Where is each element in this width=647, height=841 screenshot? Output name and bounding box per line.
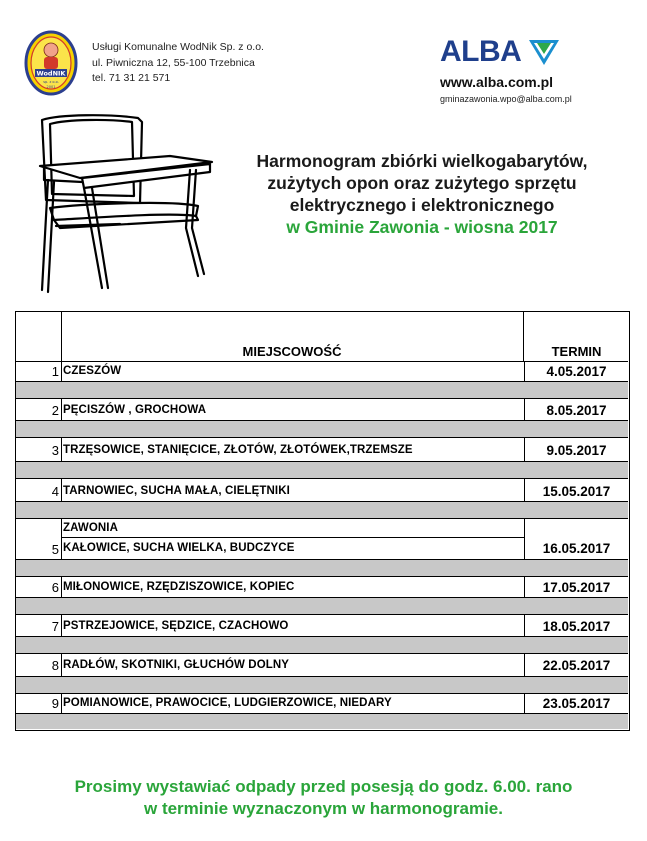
row-place: RADŁÓW, SKOTNIKI, GŁUCHÓW DOLNY	[63, 659, 290, 671]
header-term	[525, 312, 628, 361]
row-place: PĘCISZÓW , GROCHOWA	[63, 404, 207, 416]
row-date: 8.05.2017	[546, 403, 607, 418]
schedule-table	[15, 311, 630, 731]
alba-url[interactable]: www.alba.com.pl	[440, 74, 554, 90]
table-row	[16, 361, 628, 381]
company-phone: tel. 71 31 21 571	[92, 72, 171, 84]
row-separator	[16, 559, 628, 576]
company-info	[92, 40, 264, 87]
header-place	[61, 312, 524, 361]
row-number: 1	[51, 364, 59, 379]
wodnik-logo	[24, 30, 78, 96]
row-separator	[16, 381, 628, 398]
table-row	[16, 478, 628, 501]
row-place: POMIANOWICE, PRAWOCICE, LUDGIERZOWICE, NIEDARY	[63, 697, 392, 709]
header-place-label: MIEJSCOWOŚĆ	[242, 344, 342, 359]
company-address: ul. Piwniczna 12, 55-100 Trzebnica	[92, 56, 255, 69]
row-date: 15.05.2017	[542, 484, 611, 499]
row-number: 2	[51, 403, 59, 418]
wodnik-logo-text: WodNIK	[36, 69, 66, 78]
table-row	[16, 653, 628, 676]
row-separator	[16, 501, 628, 518]
table-row	[16, 437, 628, 461]
row-place-top: ZAWONIA	[63, 522, 118, 534]
row-date: 9.05.2017	[546, 443, 607, 458]
row-separator	[16, 597, 628, 614]
row-place: TRZĘSOWICE, STANIĘCICE, ZŁOTÓW, ZŁOTÓWEK,TRZEMSZE	[63, 444, 413, 456]
row-number: 9	[51, 696, 59, 711]
header-number-cell	[16, 312, 62, 361]
table-row	[16, 398, 628, 420]
row-date: 18.05.2017	[542, 619, 611, 634]
armchair-illustration	[20, 108, 230, 298]
table-row	[16, 614, 628, 636]
row-number: 8	[51, 658, 59, 673]
row-date: 17.05.2017	[542, 580, 611, 595]
title-highlight: w Gminie Zawonia - wiosna 2017	[286, 217, 558, 237]
footer-line-1: Prosimy wystawiać odpady przed posesją do godz. 6.00. rano	[74, 777, 573, 796]
title-line-1: Harmonogram zbiórki wielkogabarytów,	[256, 151, 588, 171]
row-separator	[16, 461, 628, 478]
footer-notice	[0, 776, 647, 820]
alba-logo-text: ALBA	[440, 35, 522, 68]
row-place: MIŁONOWICE, RZĘDZISZOWICE, KOPIEC	[63, 581, 295, 593]
header-term-label: TERMIN	[551, 344, 602, 359]
row-number: 3	[51, 443, 59, 458]
row-date: 22.05.2017	[542, 658, 611, 673]
table-row	[16, 518, 628, 559]
row-separator	[16, 420, 628, 437]
footer-line-2: w terminie wyznaczonym w harmonogramie.	[144, 799, 503, 818]
row-place: TARNOWIEC, SUCHA MAŁA, CIELĘTNIKI	[63, 485, 290, 497]
row-number: 4	[51, 484, 59, 499]
row-number: 6	[51, 580, 59, 595]
row-number: 5	[51, 542, 59, 557]
schedule-title	[222, 150, 622, 238]
alba-logo-icon	[527, 37, 561, 67]
row-number: 7	[51, 619, 59, 634]
title-line-2: zużytych opon oraz zużytego sprzętu	[267, 173, 577, 193]
table-row	[16, 576, 628, 597]
row-date: 4.05.2017	[546, 364, 607, 379]
alba-block	[440, 34, 610, 104]
row-place: CZESZÓW	[63, 365, 122, 377]
row-separator	[16, 713, 628, 729]
svg-text:sp. z o.o.: sp. z o.o.	[43, 80, 59, 84]
row-separator	[16, 636, 628, 653]
row-date: 23.05.2017	[542, 696, 611, 711]
company-name: Usługi Komunalne WodNik Sp. z o.o.	[92, 41, 264, 53]
svg-text:2001: 2001	[46, 85, 56, 89]
row-place: PSTRZEJOWICE, SĘDZICE, CZACHOWO	[63, 620, 289, 632]
row-date: 16.05.2017	[542, 541, 611, 556]
row-separator	[16, 676, 628, 693]
alba-email[interactable]: gminazawonia.wpo@alba.com.pl	[440, 94, 572, 104]
table-row	[16, 693, 628, 713]
row-place: KAŁOWICE, SUCHA WIELKA, BUDCZYCE	[63, 542, 295, 554]
title-line-3: elektrycznego i elektronicznego	[289, 195, 555, 215]
